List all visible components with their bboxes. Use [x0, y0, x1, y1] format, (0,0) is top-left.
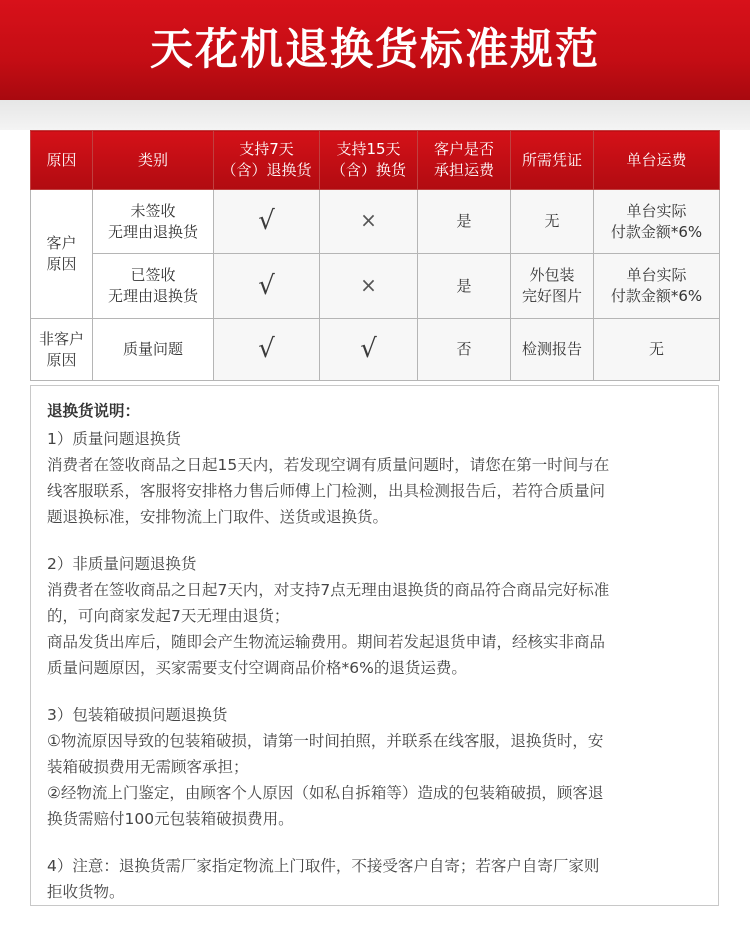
category-cell: 质量问题	[93, 319, 214, 381]
section-line: 质量问题原因，买家需要支付空调商品价格*6%的退货运费。	[47, 659, 467, 677]
section-line: ②经物流上门鉴定，由顾客个人原因（如私自拆箱等）造成的包装箱破损，顾客退	[47, 784, 604, 802]
support15-cell	[320, 190, 418, 254]
support15-cell	[320, 254, 418, 319]
section-heading: 3）包装箱破损问题退换货	[47, 706, 228, 724]
table-row	[31, 190, 720, 254]
section-line: 的，可向商家发起7天无理由退货；	[47, 607, 290, 625]
category-cell: 已签收 无理由退换货	[93, 254, 214, 319]
page-title: 天花机退换货标准规范	[150, 24, 600, 75]
section-line: 拒收货物。	[47, 883, 125, 901]
category-cell: 未签收 无理由退换货	[93, 190, 214, 254]
section-heading: 1）质量问题退换货	[47, 430, 181, 448]
section-line: 消费者在签收商品之日起7天内，对支持7点无理由退换货的商品符合商品完好标准	[47, 581, 610, 599]
return-policy-table	[30, 130, 720, 381]
support15-cell	[320, 319, 418, 381]
section-line: ①物流原因导致的包装箱破损，请第一时间拍照，并联系在线客服，退换货时，安	[47, 732, 604, 750]
section-line: 换货需赔付100元包装箱破损费用。	[47, 810, 294, 828]
check-mark-icon: √	[360, 334, 377, 364]
notes-section-non-quality	[47, 551, 704, 681]
header-category: 类别	[93, 131, 214, 190]
bottom-margin	[0, 906, 750, 942]
section-line: 消费者在签收商品之日起15天内，若发现空调有质量问题时，请您在第一时间与在	[47, 456, 610, 474]
check-mark-icon: √	[258, 334, 275, 364]
support7-cell	[214, 254, 320, 319]
header-freight: 客户是否 承担运费	[418, 131, 511, 190]
header-7day: 支持7天 （含）退换货	[214, 131, 320, 190]
notes-section-attention	[47, 853, 704, 905]
section-line: 4）注意：退换货需厂家指定物流上门取件，不接受客户自寄；若客户自寄厂家则	[47, 857, 600, 875]
freight-cell: 是	[418, 254, 511, 319]
shipping-fee-cell: 单台实际 付款金额*6%	[594, 254, 720, 319]
table-row	[31, 319, 720, 381]
cross-mark-icon: ×	[360, 272, 377, 297]
shipping-fee-cell: 无	[594, 319, 720, 381]
freight-cell: 否	[418, 319, 511, 381]
notes-title: 退换货说明：	[47, 402, 141, 420]
banner-shadow-band	[0, 100, 750, 130]
support7-cell	[214, 190, 320, 254]
notes-section-quality	[47, 426, 704, 530]
header-proof: 所需凭证	[511, 131, 594, 190]
group-customer-reason: 客户 原因	[31, 190, 93, 319]
check-mark-icon: √	[258, 206, 275, 236]
section-line: 线客服联系，客服将安排格力售后师傅上门检测，出具检测报告后，若符合质量问	[47, 482, 606, 500]
proof-cell: 检测报告	[511, 319, 594, 381]
header-shipping-fee: 单台运费	[594, 131, 720, 190]
table-header-row	[31, 131, 720, 190]
check-mark-icon: √	[258, 270, 275, 301]
section-heading: 2）非质量问题退换货	[47, 555, 197, 573]
header-reason: 原因	[31, 131, 93, 190]
title-banner	[0, 0, 750, 100]
table-row	[31, 254, 720, 319]
section-line: 题退换标准，安排物流上门取件、送货或退换货。	[47, 508, 389, 526]
group-non-customer-reason: 非客户 原因	[31, 319, 93, 381]
header-15day: 支持15天 （含）换货	[320, 131, 418, 190]
proof-cell: 无	[511, 190, 594, 254]
return-notes-panel	[30, 385, 719, 906]
section-line: 装箱破损费用无需顾客承担；	[47, 758, 249, 776]
notes-section-packaging	[47, 702, 704, 832]
cross-mark-icon: ×	[360, 208, 377, 232]
section-line: 商品发货出库后，随即会产生物流运输费用。期间若发起退货申请，经核实非商品	[47, 633, 606, 651]
support7-cell	[214, 319, 320, 381]
shipping-fee-cell: 单台实际 付款金额*6%	[594, 190, 720, 254]
proof-cell: 外包装 完好图片	[511, 254, 594, 319]
freight-cell: 是	[418, 190, 511, 254]
